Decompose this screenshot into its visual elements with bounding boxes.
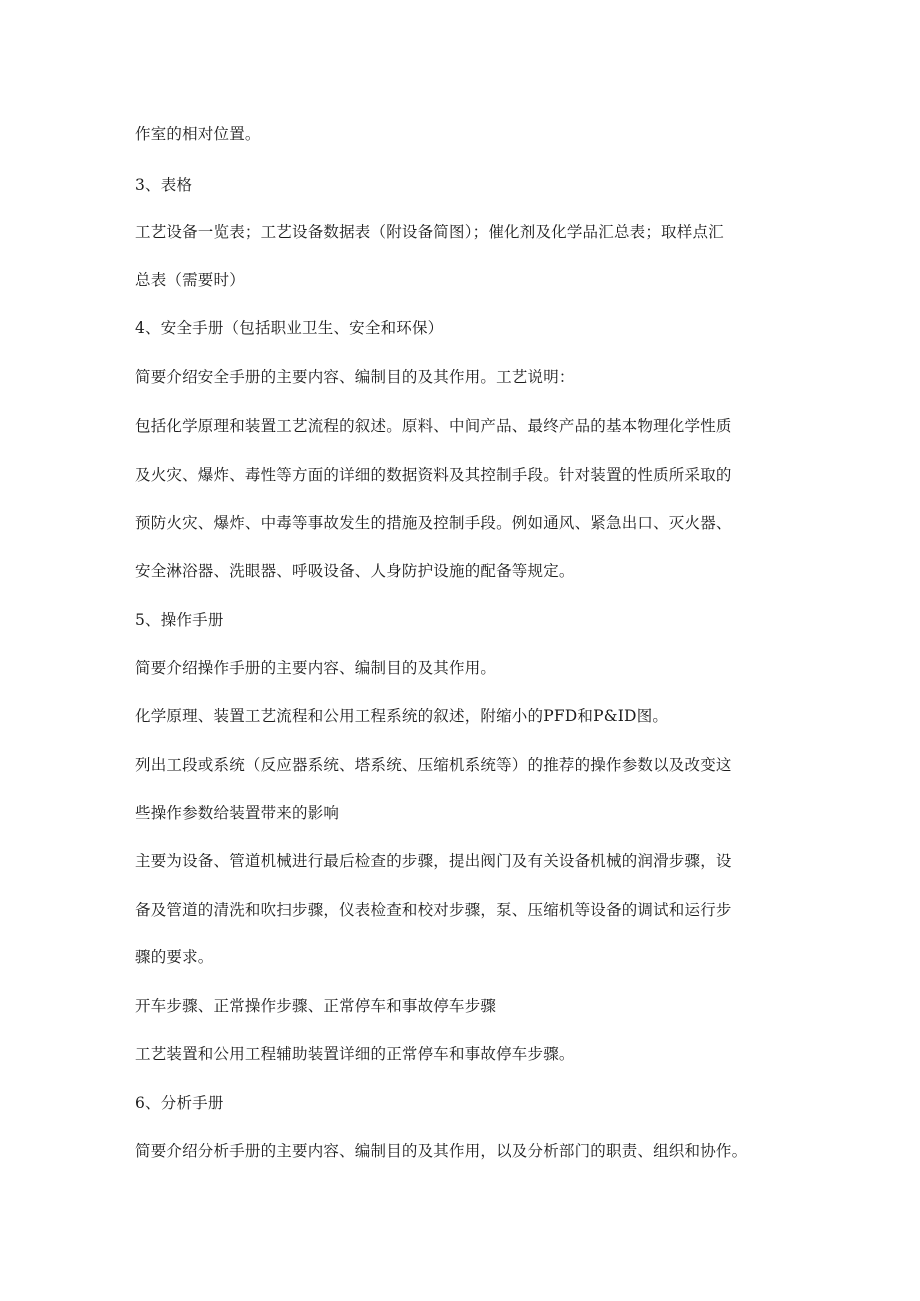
text-line: 开车步骤、正常操作步骤、正常停车和事故停车步骤 xyxy=(135,997,497,1015)
section-heading: 4、安全手册（包括职业卫生、安全和环保） xyxy=(135,319,444,337)
section-heading: 5、操作手册 xyxy=(135,611,224,629)
text-line: 列出工段或系统（反应器系统、塔系统、压缩机系统等）的推荐的操作参数以及改变这 xyxy=(135,756,732,774)
text-line: 简要介绍分析手册的主要内容、编制目的及其作用，以及分析部门的职责、组织和协作。 xyxy=(135,1142,748,1160)
text-line: 作室的相对位置。 xyxy=(135,125,261,143)
text-line: 主要为设备、管道机械进行最后检查的步骤，提出阀门及有关设备机械的润滑步骤，设 xyxy=(135,852,732,870)
section-heading: 3、表格 xyxy=(135,176,193,194)
text-line: 些操作参数给装置带来的影响 xyxy=(135,804,340,822)
section-heading: 6、分析手册 xyxy=(135,1094,224,1112)
text-line: 化学原理、装置工艺流程和公用工程系统的叙述，附缩小的PFD和P&ID图。 xyxy=(135,707,669,725)
text-line: 包括化学原理和装置工艺流程的叙述。原料、中间产品、最终产品的基本物理化学性质 xyxy=(135,417,732,435)
text-line: 及火灾、爆炸、毒性等方面的详细的数据资料及其控制手段。针对装置的性质所采取的 xyxy=(135,466,732,484)
text-line: 安全淋浴器、洗眼器、呼吸设备、人身防护设施的配备等规定。 xyxy=(135,562,575,580)
text-line: 总表（需要时） xyxy=(135,271,245,289)
text-line: 骤的要求。 xyxy=(135,948,214,966)
text-line: 简要介绍操作手册的主要内容、编制目的及其作用。 xyxy=(135,659,497,677)
text-line: 备及管道的清洗和吹扫步骤，仪表检查和校对步骤，泵、压缩机等设备的调试和运行步 xyxy=(135,901,732,919)
text-line: 预防火灾、爆炸、中毒等事故发生的措施及控制手段。例如通风、紧急出口、灭火器、 xyxy=(135,514,732,532)
text-line: 简要介绍安全手册的主要内容、编制目的及其作用。工艺说明： xyxy=(135,368,575,386)
text-line: 工艺装置和公用工程辅助装置详细的正常停车和事故停车步骤。 xyxy=(135,1045,575,1063)
text-line: 工艺设备一览表；工艺设备数据表（附设备简图）；催化剂及化学品汇总表；取样点汇 xyxy=(135,223,724,241)
